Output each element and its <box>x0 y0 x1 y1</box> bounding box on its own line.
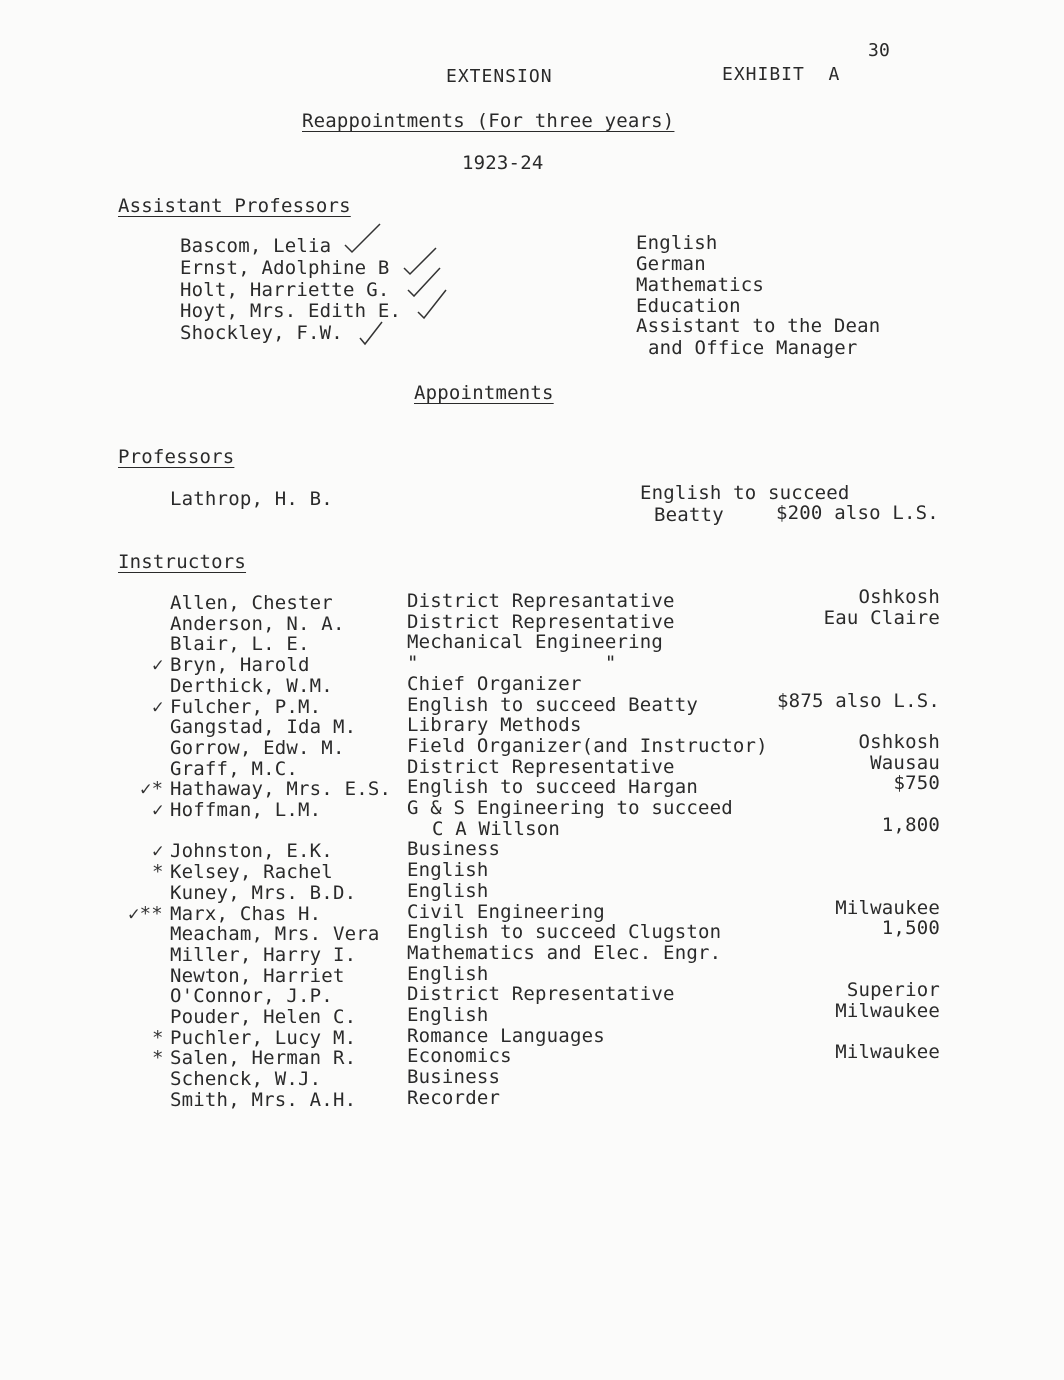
instructor-name: Johnston, E.K. <box>170 840 333 862</box>
instructor-name: O'Connor, J.P. <box>170 985 333 1007</box>
header-extension: EXTENSION <box>446 66 553 87</box>
instructor-name: Fulcher, P.M. <box>170 696 322 718</box>
instructor-mark: ✓ <box>152 696 164 718</box>
page-number: 30 <box>868 40 891 61</box>
instructor-dept: English to succeed Clugston <box>407 921 722 943</box>
instructor-dept: Romance Languages <box>407 1025 605 1047</box>
professor-dept-cont: Beatty <box>654 504 724 526</box>
instructor-note: Eau Claire <box>823 607 940 629</box>
asst-prof-name: Hoyt, Mrs. Edith E. <box>180 300 402 322</box>
instructor-name: Derthick, W.M. <box>170 675 333 697</box>
instructor-mark: ✓ <box>152 799 164 821</box>
instructor-mark: ✓** <box>128 903 163 925</box>
instructors-heading: Instructors <box>118 551 247 573</box>
asst-prof-name: Shockley, F.W. <box>180 322 343 344</box>
instructor-dept: English to succeed Hargan <box>407 776 698 798</box>
asst-prof-dept: Mathematics <box>636 274 765 296</box>
instructor-dept: Recorder <box>407 1087 501 1109</box>
instructor-mark: ✓ <box>152 654 164 676</box>
instructor-name: Graff, M.C. <box>170 758 299 780</box>
checkmark-icon <box>404 248 436 274</box>
instructor-name: Bryn, Harold <box>170 654 310 676</box>
asst-prof-dept: English <box>636 232 718 254</box>
instructor-dept: Mathematics and Elec. Engr. <box>407 942 722 964</box>
header-exhibit: EXHIBIT A <box>722 64 841 85</box>
asst-prof-dept-extra: and Office Manager <box>648 337 858 359</box>
asst-prof-dept: Education <box>636 295 741 317</box>
instructor-note: 1,800 <box>881 814 940 836</box>
instructor-note: 1,500 <box>881 917 940 939</box>
asst-prof-dept: Assistant to the Dean <box>636 315 881 337</box>
instructor-name: Schenck, W.J. <box>170 1068 322 1090</box>
assistant-professors-heading: Assistant Professors <box>118 195 351 217</box>
instructor-dept: English <box>407 880 489 902</box>
instructor-name: Allen, Chester <box>170 592 333 614</box>
instructor-dept: " " <box>407 652 617 674</box>
instructor-note: Oshkosh <box>858 731 940 753</box>
instructor-name: Meacham, Mrs. Vera <box>170 923 380 945</box>
instructor-dept: English <box>407 1004 489 1026</box>
instructor-dept: Economics <box>407 1045 512 1067</box>
instructor-name: Gangstad, Ida M. <box>170 716 357 738</box>
instructor-dept: Field Organizer(and Instructor) <box>407 735 768 757</box>
appointments-title: Appointments <box>414 382 554 404</box>
instructor-dept: Library Methods <box>407 714 582 736</box>
professors-heading: Professors <box>118 446 235 468</box>
professor-dept: English to succeed <box>640 482 850 504</box>
instructor-dept: English <box>407 859 489 881</box>
instructor-dept: Business <box>407 1066 501 1088</box>
instructor-dept: District Represantative <box>407 590 675 612</box>
instructor-note: Milwaukee <box>835 1000 940 1022</box>
asst-prof-dept: German <box>636 253 706 275</box>
instructor-name: Smith, Mrs. A.H. <box>170 1089 357 1111</box>
instructor-name: Kelsey, Rachel <box>170 861 333 883</box>
professor-note: $200 also L.S. <box>776 502 939 524</box>
asst-prof-name: Ernst, Adolphine B <box>180 257 390 279</box>
checkmark-icon <box>408 268 440 296</box>
instructor-dept: Civil Engineering <box>407 901 605 923</box>
instructor-mark: ✓* <box>140 778 164 800</box>
instructor-name: Miller, Harry I. <box>170 944 357 966</box>
reappointments-title: Reappointments (For three years) <box>302 110 675 132</box>
instructor-note: Superior <box>846 979 940 1001</box>
instructor-name: Pouder, Helen C. <box>170 1006 357 1028</box>
instructor-dept: District Representative <box>407 983 675 1005</box>
checkmark-icon <box>345 224 380 252</box>
instructor-dept: Mechanical Engineering <box>407 631 664 653</box>
instructor-note: Milwaukee <box>835 1041 940 1063</box>
instructor-mark: ✓ <box>152 840 164 862</box>
asst-prof-name: Holt, Harriette G. <box>180 279 390 301</box>
instructor-dept: District Representative <box>407 611 675 633</box>
instructor-name: Kuney, Mrs. B.D. <box>170 882 357 904</box>
instructor-name: Salen, Herman R. <box>170 1047 357 1069</box>
instructor-name: Newton, Harriet <box>170 965 345 987</box>
instructor-note: $875 also L.S. <box>777 690 940 712</box>
instructor-dept: C A Willson <box>432 818 561 840</box>
instructor-note: Milwaukee <box>835 897 940 919</box>
year-label: 1923-24 <box>462 152 544 174</box>
instructor-note: Oshkosh <box>858 586 940 608</box>
instructor-mark: * <box>152 1047 164 1069</box>
instructor-dept: Chief Organizer <box>407 673 582 695</box>
checkmark-icon <box>418 290 446 318</box>
instructor-dept: District Representative <box>407 756 675 778</box>
instructor-note: $750 <box>893 772 940 794</box>
instructor-dept: English to succeed Beatty <box>407 694 698 716</box>
instructor-name: Hoffman, L.M. <box>170 799 322 821</box>
instructor-mark: * <box>152 861 164 883</box>
instructor-dept: Business <box>407 838 501 860</box>
instructor-name: Gorrow, Edw. M. <box>170 737 345 759</box>
instructor-name: Blair, L. E. <box>170 633 310 655</box>
instructor-name: Marx, Chas H. <box>170 903 322 925</box>
instructor-name: Anderson, N. A. <box>170 613 345 635</box>
instructor-name: Hathaway, Mrs. E.S. <box>170 778 392 800</box>
instructor-dept: G & S Engineering to succeed <box>407 797 733 819</box>
professor-name: Lathrop, H. B. <box>170 488 333 510</box>
instructor-mark: * <box>152 1027 164 1049</box>
instructor-name: Puchler, Lucy M. <box>170 1027 357 1049</box>
instructor-note: Wausau <box>870 752 940 774</box>
instructor-dept: English <box>407 963 489 985</box>
asst-prof-name: Bascom, Lelia <box>180 235 332 257</box>
checkmark-icon <box>360 322 382 344</box>
